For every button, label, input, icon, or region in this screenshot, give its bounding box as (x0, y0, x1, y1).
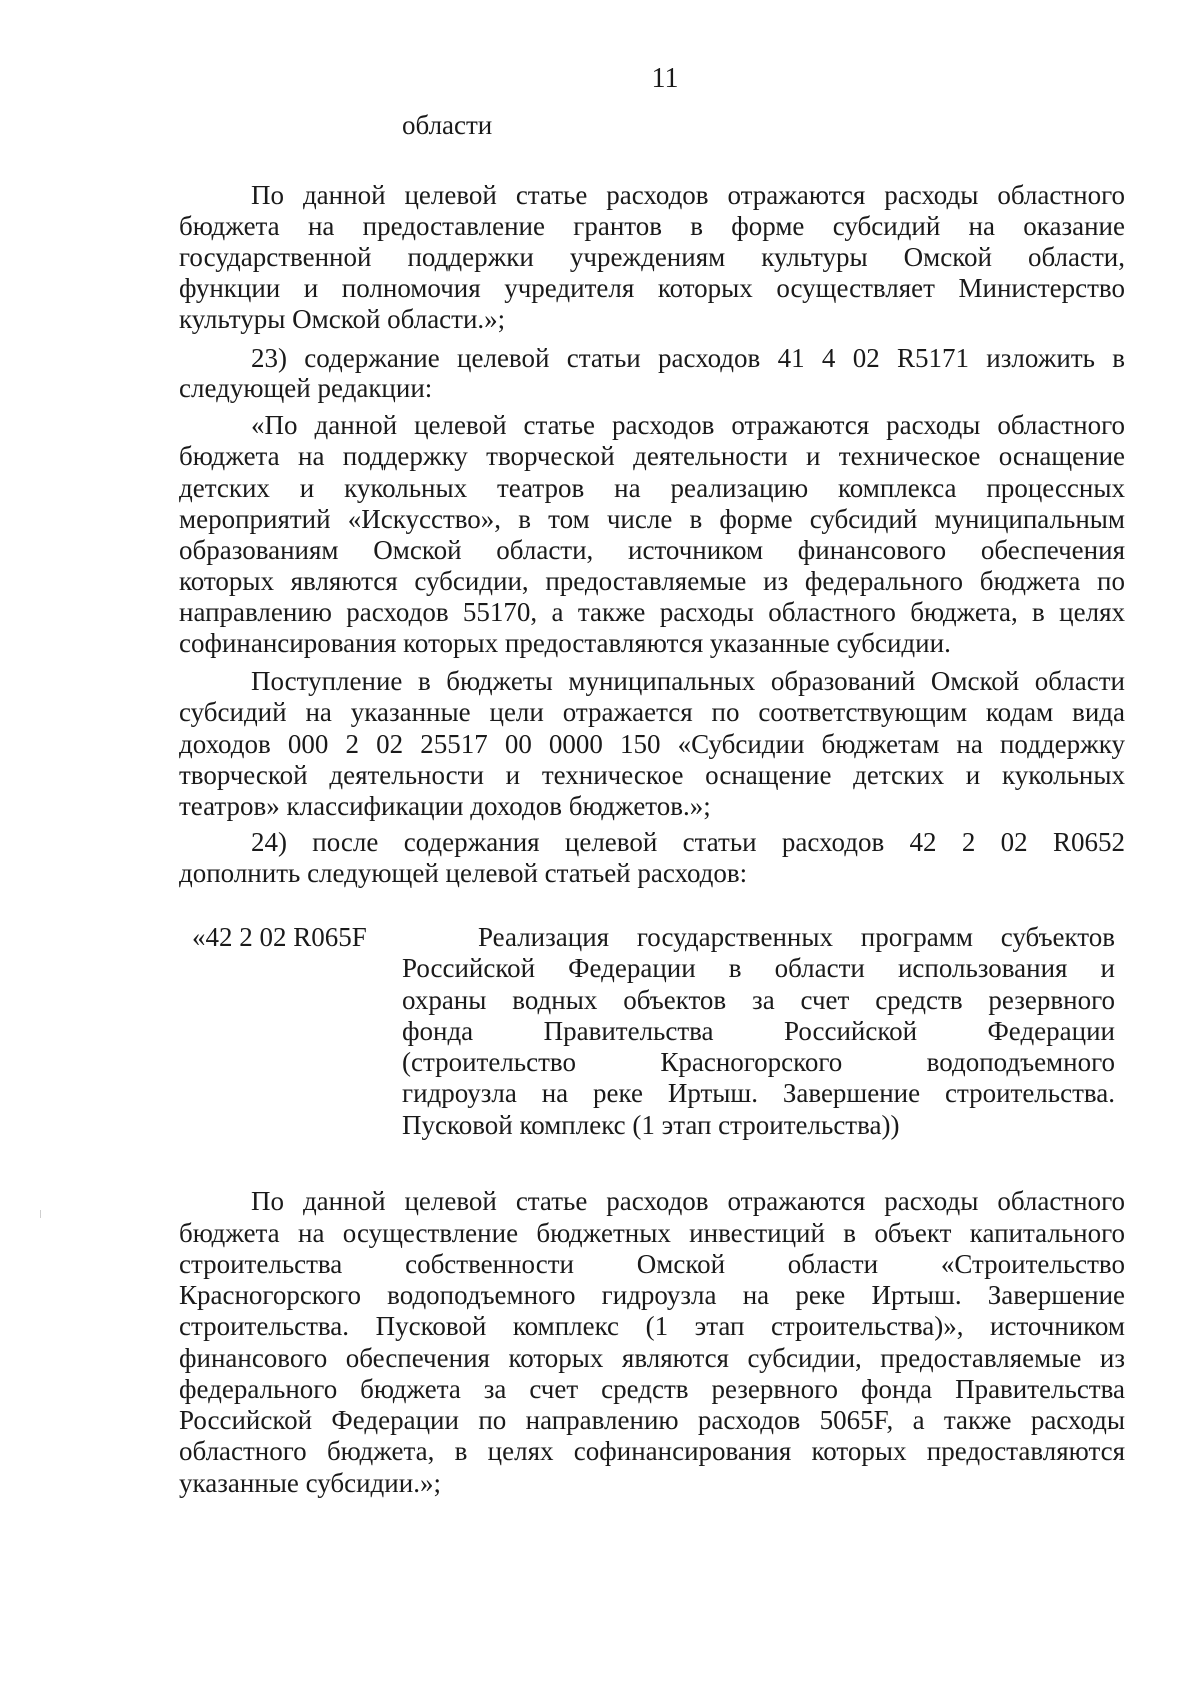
text-line: По данной целевой статье расходов отражаются расходы областного (251, 180, 1125, 210)
text-line: театров» классификации доходов бюджетов.»; (179, 791, 711, 821)
text-line: детских и кукольных театров на реализацию комплекса процессных (179, 473, 1125, 503)
text-line: По данной целевой статье расходов отражаются расходы областного (251, 1186, 1125, 1216)
text-line: Красногорского водоподъемного гидроузла на реке Иртыш. Завершение (179, 1280, 1125, 1310)
text-line: бюджета на осуществление бюджетных инвестиций в объект капитального (179, 1218, 1125, 1248)
text-line: мероприятий «Искусство», в том числе в форме субсидий муниципальным (179, 504, 1125, 534)
text-line: бюджета на предоставление грантов в форме субсидий на оказание (179, 211, 1125, 241)
code-description-line: Реализация государственных программ субъектов (478, 922, 1115, 952)
page-number: 11 (651, 63, 679, 94)
text-line: направлению расходов 55170, а также расходы областного бюджета, в целях (179, 597, 1125, 627)
code-description-line: (строительство Красногорского водоподъемного (402, 1047, 1115, 1077)
text-line: дополнить следующей целевой статьей расходов: (179, 858, 748, 888)
text-line: государственной поддержки учреждениям культуры Омской области, (179, 242, 1125, 272)
code-description-line: фонда Правительства Российской Федерации (402, 1016, 1115, 1046)
text-line: функции и полномочия учредителя которых осуществляет Министерство (179, 273, 1125, 303)
text-line: софинансирования которых предоставляются указанные субсидии. (179, 628, 951, 658)
budget-code: «42 2 02 R065F (192, 922, 367, 952)
code-description-line: охраны водных объектов за счет средств резервного (402, 985, 1115, 1015)
code-description-line: гидроузла на реке Иртыш. Завершение строительства. (402, 1078, 1115, 1108)
text-line: Российской Федерации по направлению расходов 5065F, а также расходы (179, 1405, 1125, 1435)
text-line: творческой деятельности и техническое оснащение детских и кукольных (179, 760, 1125, 790)
text-line: образованиям Омской области, источником финансового обеспечения (179, 535, 1125, 565)
text-line: строительства собственности Омской области «Строительство (179, 1249, 1125, 1279)
text-line: доходов 000 2 02 25517 00 0000 150 «Субсидии бюджетам на поддержку (179, 729, 1125, 759)
code-description-line: Пусковой комплекс (1 этап строительства)) (402, 1110, 900, 1140)
text-line: которых являются субсидии, предоставляемые из федерального бюджета по (179, 566, 1125, 596)
text-line: культуры Омской области.»; (179, 304, 506, 334)
scan-artifact (40, 1210, 41, 1218)
text-line: 23) содержание целевой статьи расходов 41 4 02 R5171 изложить в (251, 343, 1125, 373)
text-line: «По данной целевой статье расходов отражаются расходы областного (251, 410, 1125, 440)
text-line: следующей редакции: (179, 373, 433, 403)
text-line: Поступление в бюджеты муниципальных образований Омской области (251, 666, 1125, 696)
text-line: бюджета на поддержку творческой деятельности и техническое оснащение (179, 441, 1125, 471)
text-line: субсидий на указанные цели отражается по соответствующим кодам вида (179, 697, 1125, 727)
text-line: областного бюджета, в целях софинансирования которых предоставляются (179, 1436, 1125, 1466)
continuation-text: области (402, 110, 493, 140)
code-description-line: Российской Федерации в области использования и (402, 953, 1115, 983)
text-line: 24) после содержания целевой статьи расходов 42 2 02 R0652 (251, 827, 1125, 857)
text-line: строительства. Пусковой комплекс (1 этап строительства)», источником (179, 1311, 1125, 1341)
text-line: указанные субсидии.»; (179, 1468, 441, 1498)
text-line: федерального бюджета за счет средств резервного фонда Правительства (179, 1374, 1125, 1404)
text-line: финансового обеспечения которых являются субсидии, предоставляемые из (179, 1343, 1125, 1373)
